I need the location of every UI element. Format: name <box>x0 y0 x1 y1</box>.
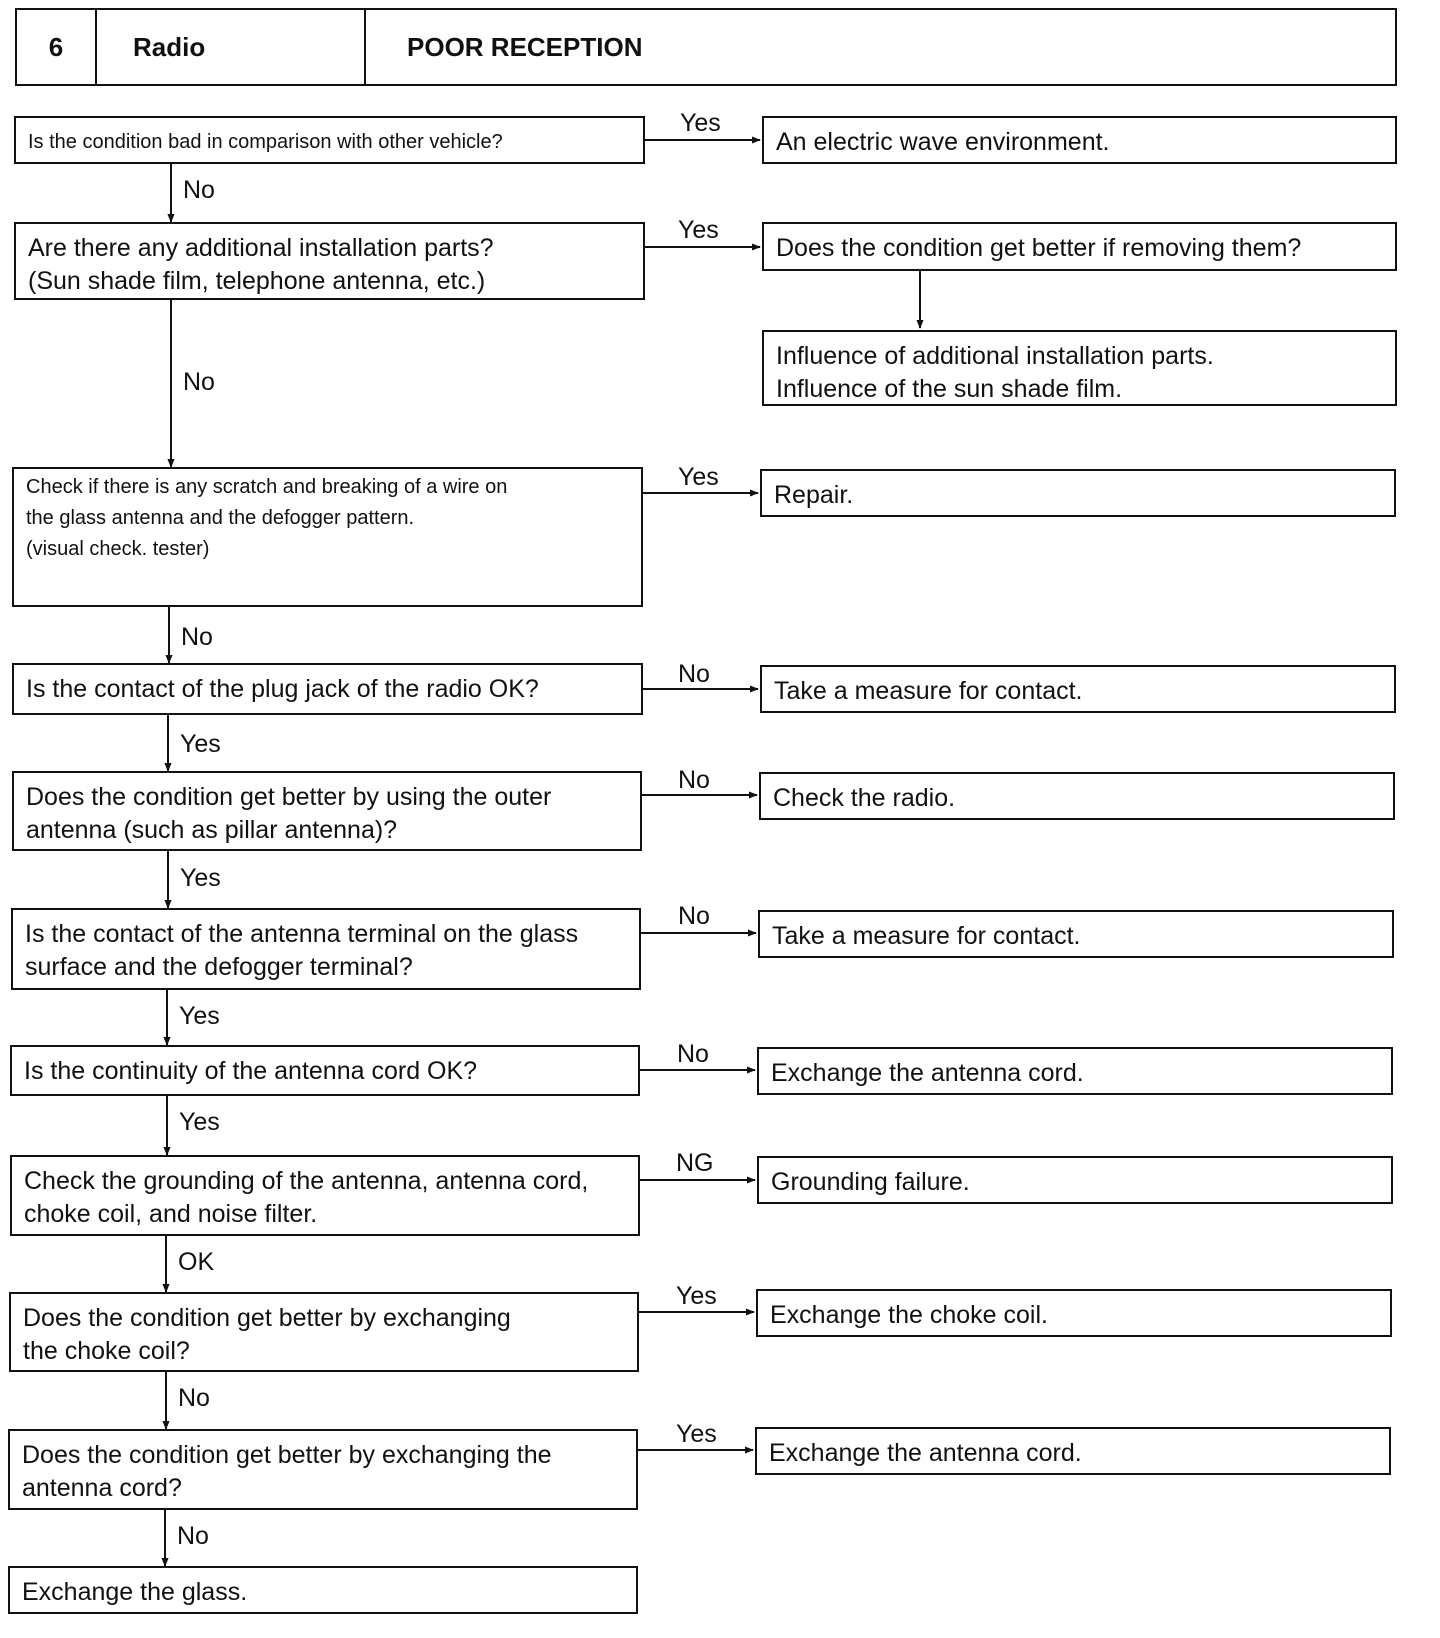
section-number: 6 <box>48 31 64 62</box>
flow-label: No <box>181 623 213 651</box>
branch-label: No <box>678 660 710 688</box>
result-box-2: Does the condition get better if removing them? <box>762 222 1397 271</box>
question-box-8: Check the grounding of the antenna, antenna cord, choke coil, and noise filter. <box>10 1155 640 1236</box>
result-box-8: Grounding failure. <box>757 1156 1393 1204</box>
branch-label: Yes <box>678 463 719 491</box>
branch-label: Yes <box>676 1420 717 1448</box>
result-box-3: Repair. <box>760 469 1396 517</box>
sub-result-box: Influence of additional installation parts. Influence of the sun shade film. <box>762 330 1397 406</box>
branch-label: Yes <box>678 216 719 244</box>
question-box-5: Does the condition get better by using the outer antenna (such as pillar antenna)? <box>12 771 642 851</box>
branch-label: No <box>678 902 710 930</box>
flow-label: No <box>177 1522 209 1550</box>
question-box-3: Check if there is any scratch and breaking of a wire on the glass antenna and the defogger pattern. (visual check. tester) <box>12 467 643 607</box>
result-box-6: Take a measure for contact. <box>758 910 1394 958</box>
flow-label: No <box>183 368 215 396</box>
branch-label: Yes <box>676 1282 717 1310</box>
question-box-9: Does the condition get better by exchanging the choke coil? <box>9 1292 639 1372</box>
section-title: POOR RECEPTION <box>407 31 643 62</box>
result-box-10: Exchange the antenna cord. <box>755 1427 1391 1475</box>
flow-label: No <box>183 176 215 204</box>
question-box-10: Does the condition get better by exchanging the antenna cord? <box>8 1429 638 1510</box>
question-box-4: Is the contact of the plug jack of the radio OK? <box>12 663 643 715</box>
result-box-7: Exchange the antenna cord. <box>757 1047 1393 1095</box>
flow-label: Yes <box>180 864 221 892</box>
flow-label: Yes <box>179 1002 220 1030</box>
flow-label: No <box>178 1384 210 1412</box>
result-box-1: An electric wave environment. <box>762 116 1397 164</box>
branch-label: NG <box>676 1149 714 1177</box>
result-box-4: Take a measure for contact. <box>760 665 1396 713</box>
branch-label: No <box>677 1040 709 1068</box>
question-box-1: Is the condition bad in comparison with other vehicle? <box>14 116 645 164</box>
flow-label: Yes <box>180 730 221 758</box>
flow-label: OK <box>178 1248 215 1276</box>
final-result-box: Exchange the glass. <box>8 1566 638 1614</box>
section-system: Radio <box>133 31 206 62</box>
question-box-6: Is the contact of the antenna terminal on the glass surface and the defogger terminal? <box>11 908 641 990</box>
flow-label: Yes <box>179 1108 220 1136</box>
result-box-9: Exchange the choke coil. <box>756 1289 1392 1337</box>
question-box-7: Is the continuity of the antenna cord OK? <box>10 1045 640 1096</box>
result-box-5: Check the radio. <box>759 772 1395 820</box>
branch-label: Yes <box>680 109 721 137</box>
question-box-2: Are there any additional installation parts? (Sun shade film, telephone antenna, etc.) <box>14 222 645 300</box>
branch-label: No <box>678 766 710 794</box>
